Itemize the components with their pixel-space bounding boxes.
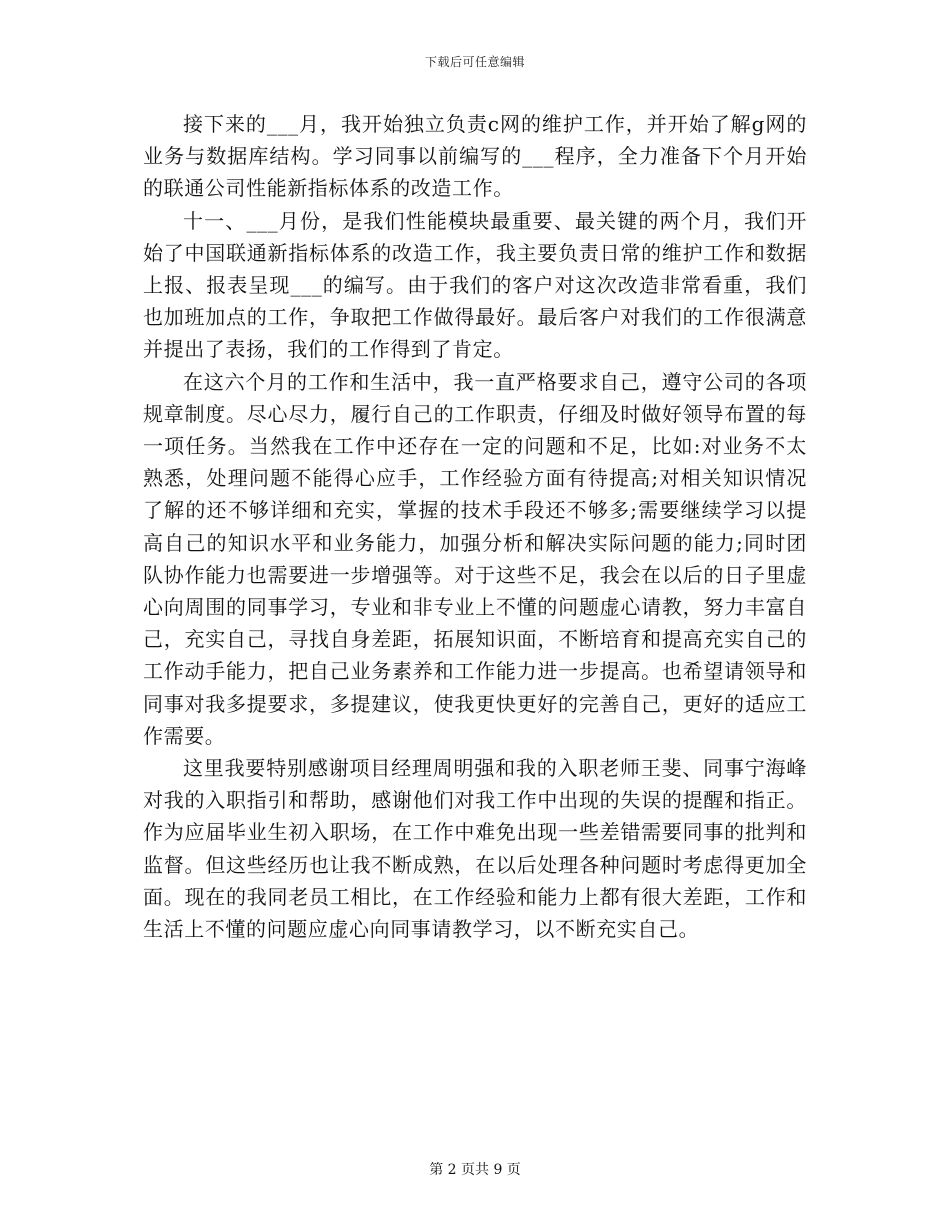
page-footer: 第 2 页共 9 页 (429, 1162, 521, 1178)
paragraph-4: 这里我要特别感谢项目经理周明强和我的入职老师王斐、同事宁海峰对我的入职指引和帮助，感谢他们对我工作中出现的失误的提醒和指正。作为应届毕业生初入职场，在工作中难免出现一些差错需要同事的批判和监督。但这些经历也让我不断成熟，在以后处理各种问题时考虑得更加全面。现在的我同老员工相比，在工作经验和能力上都有很大差距，工作和生活上不懂的问题应虚心向同事请教学习，以不断充实自己。 (143, 756, 807, 942)
document-body (143, 108, 807, 945)
paragraph-2: 十一、___月份，是我们性能模块最重要、最关键的两个月，我们开始了中国联通新指标体系的改造工作，我主要负责日常的维护工作和数据上报、报表呈现___的编写。由于我们的客户对这次改造非常看重，我们也加班加点的工作，争取把工作做得最好。最后客户对我们的工作很满意并提出了表扬，我们的工作得到了肯定。 (143, 208, 807, 362)
paragraph-1: 接下来的___月，我开始独立负责c网的维护工作，并开始了解g网的业务与数据库结构。学习同事以前编写的___程序，全力准备下个月开始的联通公司性能新指标体系的改造工作。 (143, 112, 807, 201)
paragraph-3: 在这六个月的工作和生活中，我一直严格要求自己，遵守公司的各项规章制度。尽心尽力，履行自己的工作职责，仔细及时做好领导布置的每一项任务。当然我在工作中还存在一定的问题和不足，比如:对业务不太熟悉，处理问题不能得心应手，工作经验方面有待提高;对相关知识情况了解的还不够详细和充实，掌握的技术手段还不够多;需要继续学习以提高自己的知识水平和业务能力，加强分析和解决实际问题的能力;同时团队协作能力也需要进一步增强等。对于这些不足，我会在以后的日子里虚心向周围的同事学习，专业和非专业上不懂的问题虚心请教，努力丰富自己，充实自己，寻找自身差距，拓展知识面，不断培育和提高充实自己的工作动手能力，把自己业务素养和工作能力进一步提高。也希望请领导和同事对我多提要求，多提建议，使我更快更好的完善自己，更好的适应工作需要。 (143, 369, 807, 748)
page-header: 下载后可任意编辑 (424, 55, 525, 69)
